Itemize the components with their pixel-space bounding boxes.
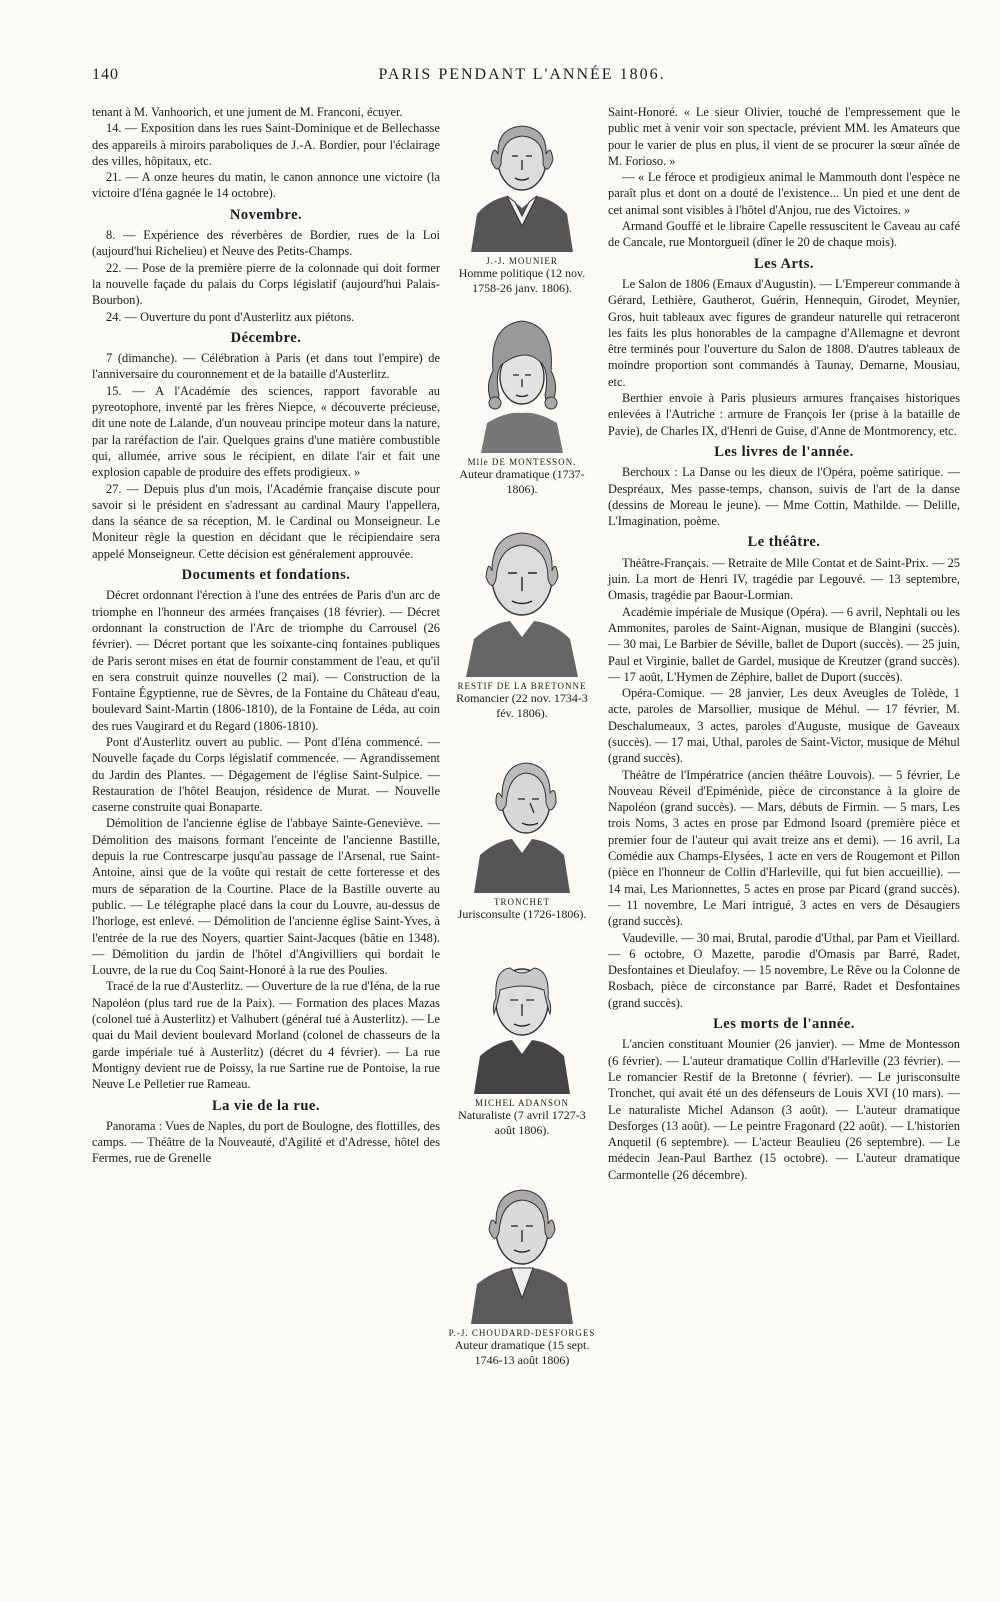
section-heading-decembre: Décembre. — [230, 329, 302, 346]
portrait-engraving-icon — [467, 305, 577, 453]
portrait-name: TRONCHET — [494, 897, 550, 907]
paragraph: 22. — Pose de la première pierre de la colonnade qui doit former la nouvelle façade du palais du Corps législatif (aujourd'hui Palais-Bourbon). — [92, 260, 440, 308]
paragraph: 14. — Exposition dans les rues Saint-Dominique et de Bellechasse des appareils à miroirs paraboliques de J.-A. Bordier, pour l'éclairage des villes, hôpitaux, etc. — [92, 121, 440, 168]
paragraph: Panorama : Vues de Naples, du port de Boulogne, des flottilles, des camps. — Théâtre de la Nouveauté, d'Agilité et d'Adresse, hôtel des Fermes, rue de Grenelle — [92, 1118, 440, 1166]
paragraph: Berchoux : La Danse ou les dieux de l'Opéra, poème satirique. — Despréaux, Mes passe-temps, chanson, suivis de l'art de la danse (dessins de Moreau le jeune). — Mme Cottin, Mathilde. — Delille, L'Imagination, poème. — [608, 465, 960, 529]
running-title: PARIS PENDANT L'ANNÉE 1806. — [378, 66, 666, 83]
section-heading-documents: Documents et fondations. — [181, 567, 351, 584]
paragraph: 7 (dimanche). — Célébration à Paris (et dans tout l'empire) de l'anniversaire du couronnement et de la bataille d'Austerlitz. — [92, 351, 440, 382]
portrait-montesson — [447, 305, 597, 505]
paragraph: Théâtre-Français. — Retraite de Mlle Contat et de Saint-Prix. — 25 juin. La mort de Henri IV, tragédie par Legouvé. — 13 septembre, Omasis, tragédie par Baour-Lormian. — [608, 555, 960, 603]
section-heading-livres: Les livres de l'année. — [714, 443, 854, 460]
portrait-engraving-icon — [467, 1166, 577, 1324]
paragraph: 21. — A onze heures du matin, le canon annonce une victoire (la victoire d'Iéna gagnée le 14 octobre). — [92, 170, 440, 201]
portrait-engraving-icon — [462, 511, 582, 677]
portrait-caption: Auteur dramatique (15 sept. 1746-13 août 1806) — [454, 1338, 590, 1367]
paragraph: 15. — A l'Académie des sciences, rapport favorable au pyreotophore, inventé par les frères Niepce, « découverte précieuse, dit une note de Lalande, d'un nouveau principe moteur dans la nature, par la raréfaction de l'air. Quelques grains d'une matière combustible qui, allumée, arrive sous le récipient, en dilate l'air et fait une explosion capable de produire des effets prodigieux. » — [92, 383, 440, 480]
portrait-engraving-icon — [470, 743, 574, 893]
paragraph: 24. — Ouverture du pont d'Austerlitz aux piétons. — [106, 309, 355, 324]
paragraph: L'ancien constituant Mounier (26 janvier). — Mme de Montesson (6 février). — L'auteur dramatique Collin d'Harleville (23 février). — Le romancier Restif de la Bretonne ( février). — Le jurisconsulte Tronchet, qui avait été un des défenseurs de Louis XVI (10 mars). — Le naturaliste Michel Adanson (3 août). — L'auteur dramatique Desforges (13 août). — Le peintre Fragonard (22 août). — L'historien Anquetil (6 septembre). — L'acteur Beaulieu (26 septembre). — Le médecin Jean-Paul Barthez (15 octobre). — L'auteur dramatique Carmontelle (26 décembre). — [608, 1037, 960, 1182]
portrait-tronchet — [447, 743, 597, 936]
paragraph: tenant à M. Vanhoorich, et une jument de M. Franconi, écuyer. — [92, 105, 403, 119]
portrait-column — [447, 104, 597, 1374]
section-heading-arts: Les Arts. — [753, 255, 815, 272]
paragraph: Le Salon de 1806 (Emaux d'Augustin). — L'Empereur commande à Gérard, Lethière, Gautherot, Guérin, Hennequin, Girodet, Meynier, Gros, huit tableaux avec figures de grandeur naturelle qui retraceront les faits les plus honorables de la campagne d'Allemagne et devront être terminés pour l'ouverture du Salon de 1808. D'autres tableaux de moindre proportion sont commandés à Taunay, Demarne, Mousiau, etc. — [608, 276, 960, 389]
portrait-engraving-icon — [467, 104, 577, 252]
portrait-name: Mlle DE MONTESSON. — [467, 457, 577, 467]
portrait-mounier — [447, 104, 597, 299]
portrait-caption: Jurisconsulte (1726-1806). — [457, 907, 587, 921]
section-heading-morts: Les morts de l'année. — [713, 1016, 855, 1033]
paragraph: Saint-Honoré. « Le sieur Olivier, touché de l'empressement que le public met à venir voir son spectacle, prévient MM. les Amateurs que pour le varier de plus en plus, il vient de se procurer la sœur aînée de M. Forioso. » — [608, 105, 960, 168]
section-heading-novembre: Novembre. — [229, 206, 303, 223]
portrait-caption: Naturaliste (7 avril 1727-3 août 1806). — [458, 1108, 586, 1137]
paragraph: Démolition de l'ancienne église de l'abbaye Sainte-Geneviève. — Démolition des maisons formant l'enceinte de l'ancienne Bastille, depuis la rue Contrescarpe jusqu'au passage de l'Arsenal, rue Saint-Antoine, ainsi que de la voûte qui restait de cette forteresse et des murs de séparation de la Courtine. Place de la Bastille ouverte au public. — Le télégraphe placé dans la cour du Louvre, au-dessus de l'horloge, est enlevé. — Démolition de l'ancienne église Saint-Yves, à l'entrée de la rue des Noyers, quartier Saint-Jacques (bâtie en 1348). — Démolition du jardin de l'hôtel d'Angivilliers qui bordait le Louvre, de la rue du Coq Saint-Honoré à la rue des Poulies. — [92, 816, 440, 978]
portrait-name: P.-J. CHOUDARD-DESFORGES — [448, 1328, 596, 1338]
section-heading-rue: La vie de la rue. — [212, 1097, 320, 1114]
paragraph: Berthier envoie à Paris plusieurs armures françaises historiques enlevées à l'Autriche : armure de François Ier (prise à la bataille de Pavie), de Charles IX, d'Henri de Guise, d'Anne de Montmorency, etc. — [608, 391, 960, 438]
portrait-name: RESTIF DE LA BRETONNE — [457, 681, 587, 691]
portrait-name: MICHEL ADANSON — [475, 1098, 569, 1108]
paragraph: Armand Gouffé et le libraire Capelle ressuscitent le Caveau au café de Cancale, rue Montorgueil (dîner le 20 de chaque mois). — [608, 219, 960, 250]
portrait-engraving-icon — [470, 942, 574, 1094]
paragraph: Vaudeville. — 30 mai, Brutal, parodie d'Uthal, par Pam et Vieillard. — 6 octobre, O Mazette, parodie d'Omasis par Barré, Radet, Desfontaines et Dieulafoy. — 15 novembre, Le Rêve ou la Colonne de Rosbach, pièce de circonstance par Barré, Radet et Desfontaines (grand succès). — [608, 930, 960, 1010]
portrait-caption: Auteur dramatique (1737-1806). — [459, 467, 585, 496]
portrait-caption: Homme politique (12 nov. 1758-26 janv. 1806). — [458, 266, 586, 295]
page-header — [92, 66, 952, 88]
paragraph: Théâtre de l'Impératrice (ancien théâtre Louvois). — 5 février, Le Nouveau Réveil d'Epiménide, pièce de circonstance à la gloire de Napoléon (grand succès). — Mars, débuts de Firmin. — 5 mars, Les trois Noms, 3 actes en prose par Edmond Isoard (première pièce et premier four de l'auteur qui avait treize ans et demi). — 16 avril, La Comédie aux Champs-Elysées, 1 acte en vers de Rougemont et Pillon (pièce en l'honneur de Collin d'Harleville, qui fut bien accueillie). — 14 mai, Les Marionnettes, 5 actes en prose par Picard (grand succès). — 11 novembre, Le Mari intrigué, 3 actes en vers de Désaugiers (grand succès). — [608, 767, 960, 929]
page-number: 140 — [92, 66, 119, 83]
portrait-restif — [447, 511, 597, 737]
portrait-name: J.-J. MOUNIER — [486, 256, 558, 266]
paragraph: 8. — Expérience des réverbères de Bordier, rues de la Loi (aujourd'hui Richelieu) et Neuve des Petits-Champs. — [92, 228, 440, 259]
paragraph: — « Le féroce et prodigieux animal le Mammouth dont l'espèce ne paraît plus et dont on a douté de l'existence... Un pied et une dent de cet animal sont visibles à l'hôtel d'Anjou, rue des Victoires. » — [608, 170, 960, 217]
right-column — [608, 104, 960, 1183]
paragraph: 27. — Depuis plus d'un mois, l'Académie française discute pour savoir si le président en s'adressant au cardinal Maury l'appellera, dans la séance de sa réception, M. le Cardinal ou Monseigneur. Le Moniteur règle la question en décidant que le récipiendaire sera appelé Monseigneur. Cette décision est généralement approuvée. — [92, 481, 440, 561]
section-heading-theatre: Le théâtre. — [747, 534, 821, 551]
paragraph: Tracé de la rue d'Austerlitz. — Ouverture de la rue d'Iéna, de la rue Napoléon (plus tard rue de la Paix). — Formation des places Mazas (colonel tué à Austerlitz) et Valhubert (général tué à Austerlitz). — Le quai du Mail devient boulevard Morland (colonel de chasseurs de la garde impériale tué à Austerlitz) (décret du 4 février). — La rue Montigny devient rue de Poissy, la rue Sartine rue de Pontoise, la rue Neuve Le Pelletier rue Rameau. — [92, 979, 440, 1092]
paragraph: Pont d'Austerlitz ouvert au public. — Pont d'Iéna commencé. — Nouvelle façade du Corps législatif commencée. — Agrandissement du Jardin des Plantes. — Dégagement de l'église Saint-Sulpice. — Restauration de l'hôtel Beaujon, résidence de Murat. — Nouvelle caserne construite quai Bonaparte. — [92, 734, 440, 815]
portrait-caption: Romancier (22 nov. 1734-3 fév. 1806). — [456, 691, 588, 720]
paragraph: Académie impériale de Musique (Opéra). — 6 avril, Nephtali ou les Ammonites, paroles de Saint-Aignan, musique de Blangini (succès). — 30 mai, Le Barbier de Séville, ballet de Duport (succès). — 25 juin, Paul et Virginie, ballet de Gardel, musique de Kreutzer (grand succès). — 17 août, L'Hymen de Zéphire, ballet de Duport (succès). — [608, 604, 960, 684]
paragraph: Opéra-Comique. — 28 janvier, Les deux Aveugles de Tolède, 1 acte, paroles de Marsollier, musique de Méhul. — 17 février, M. Deschalumeaux, 3 actes, paroles d'Auguste, musique de Gaveaux (succès). — 17 mai, Uthal, paroles de Saint-Victor, musique de Méhul (grand succès). — [608, 686, 960, 766]
portrait-desforges — [447, 1166, 597, 1368]
left-column — [92, 104, 440, 1167]
portrait-adanson — [447, 942, 597, 1160]
paragraph: Décret ordonnant l'érection à l'une des entrées de Paris d'un arc de triomphe en l'honneur des armées françaises (18 février). — Décret ordonnant la construction de l'Arc de triomphe du Carrousel (26 février). — Décret portant que les soixante-cinq fontaines publiques de Paris seront mises en état de fournir constamment de l'eau, et qu'il en sera construit quinze nouvelles (2 mai). — Construction de la Fontaine Égyptienne, rue de Sèvres, de la Fontaine du Château d'eau, boulevard Saint-Martin (1806-1810), de la Fontaine de Léda, au coin des rues Vaugirard et du Regard (1806-1810). — [92, 588, 440, 733]
